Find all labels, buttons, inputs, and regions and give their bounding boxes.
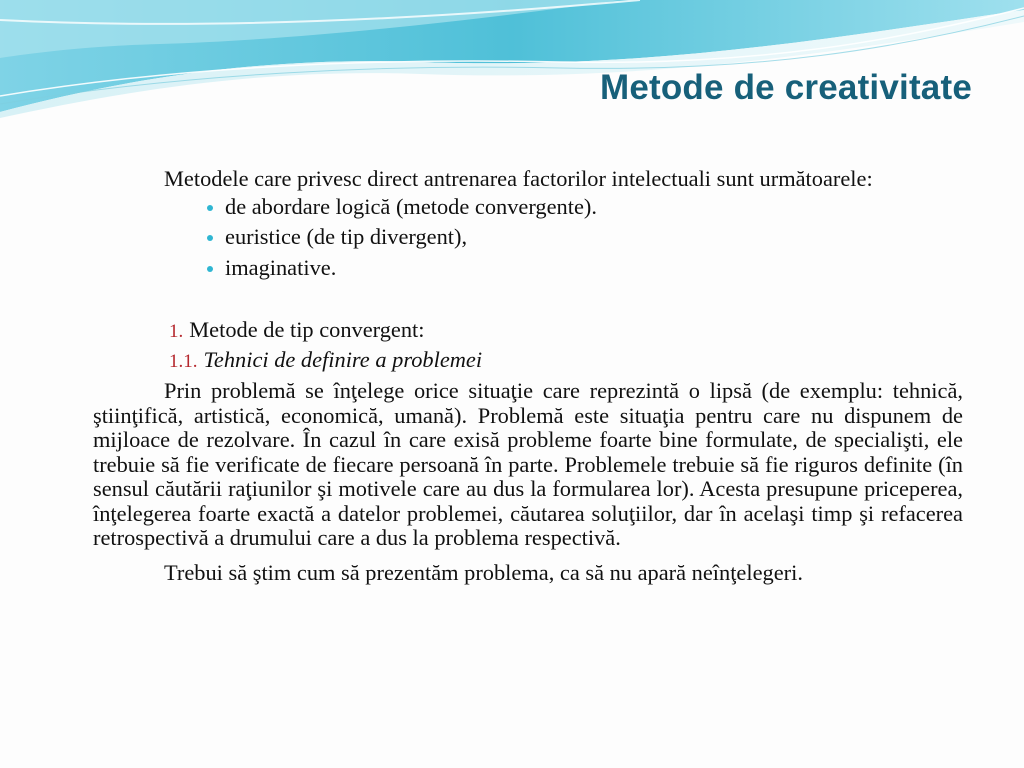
section-heading-1-1 [93,345,963,375]
list-item [225,253,963,284]
list-item-text: imaginative. [225,254,337,280]
section-number: 1.1. [169,351,198,372]
bullet-dot-icon [207,205,213,211]
section-text: Metode de tip convergent: [189,317,425,342]
list-item-text: euristice (de tip divergent), [225,224,468,249]
list-item [225,222,963,253]
section-text: Tehnici de definire a problemei [203,347,483,372]
slide-content [93,167,963,585]
bullet-dot-icon [207,266,213,272]
bullet-dot-icon [207,235,213,241]
problem-definition-paragraph: Prin problemă se înţelege orice situaţie care reprezintă o lipsă (de exemplu: tehnică, ştiinţifică, artistică, economică, umană). Problemă este situaţia pentru care nu dispunem de mijloace de rezolvare. În cazul în care exisă probleme foarte bine formulate, de specialişti, ele trebuie să fie verificate de fiecare persoană în parte. Problemele trebuie să fie riguros definite (în sensul căutării raţiunilor şi motivele care au dus la formularea lor). Acesta presupune priceperea, înţelegerea foarte exactă a datelor problemei, căutarea soluţiilor, dar în acelaşi timp şi refacerea retrospectivă a drumului care a dus la problema respectivă. [93,378,963,550]
list-item [225,192,963,223]
slide-title: Metode de creativitate [599,68,972,107]
section-heading-1 [93,315,963,345]
intro-paragraph: Metodele care privesc direct antrenarea factorilor intelectuali sunt următoarele: [164,166,873,191]
list-item-text: de abordare logică (metode convergente). [225,193,597,219]
header-wave-decoration [0,0,1024,130]
methods-bullet-list [93,192,963,284]
closing-paragraph: Trebui să ştim cum să prezentăm problema, ca să nu apară neînţelegeri. [164,559,803,585]
section-number: 1. [169,321,184,342]
